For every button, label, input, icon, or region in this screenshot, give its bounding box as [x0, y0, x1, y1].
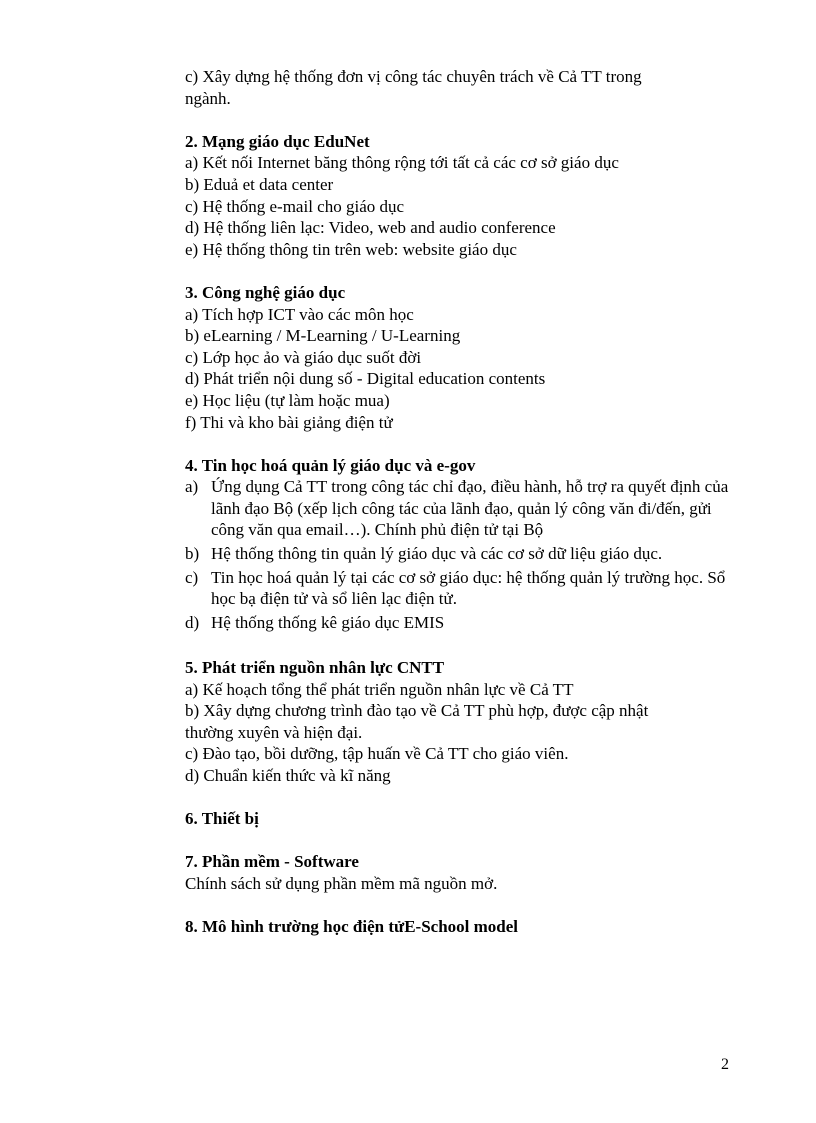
intro-paragraph: [185, 66, 745, 109]
section-heading: 3. Công nghệ giáo dục: [185, 282, 346, 302]
list-item: a) Tích hợp ICT vào các môn học: [185, 304, 414, 324]
page-number: 2: [721, 1056, 729, 1073]
list-item: d) Phát triển nội dung số - Digital education contents: [185, 369, 546, 389]
list-item-label: c): [185, 567, 199, 587]
list-item: e) Hệ thống thông tin trên web: website giáo dục: [185, 239, 517, 259]
section-human-resources: [185, 657, 745, 787]
list-item-continuation: thường xuyên và hiện đại.: [185, 722, 363, 742]
intro-line: ngành.: [185, 88, 231, 108]
list-item: c) Hệ thống e-mail cho giáo dục: [185, 196, 405, 216]
list-item-text: Tin học hoá quản lý tại các cơ sở giáo dục: hệ thống quản lý trường học. Sổ học bạ điện tử và sổ liên lạc điện tử.: [211, 567, 726, 609]
section-equipment: [185, 808, 745, 830]
list-item: c) Đào tạo, bồi dưỡng, tập huấn về Cả TT cho giáo viên.: [185, 744, 569, 764]
list-item-label: a): [185, 477, 199, 497]
paragraph-text: Chính sách sử dụng phần mềm mã nguồn mở.: [185, 873, 498, 893]
section-heading: 4. Tin học hoá quản lý giáo dục và e-gov: [185, 455, 476, 475]
list-item: b) Xây dựng chương trình đào tạo về Cả TT phù hợp, được cập nhật: [185, 701, 649, 721]
list-item: a) Kế hoạch tổng thể phát triển nguồn nhân lực về Cả TT: [185, 679, 574, 699]
list-item: b) Eduả et data center: [185, 174, 334, 194]
list-item: [185, 567, 745, 610]
list-item-text: Hệ thống thông tin quản lý giáo dục và các cơ sở dữ liệu giáo dục.: [211, 544, 663, 564]
document-page: [185, 66, 745, 938]
section-eschool: [185, 916, 745, 938]
list-item: [185, 612, 745, 634]
list-item-text: Hệ thống thống kê giáo dục EMIS: [211, 612, 445, 632]
section-heading: 8. Mô hình trường học điện tửE-School model: [185, 917, 519, 937]
list-item-label: b): [185, 544, 200, 564]
section-management-egov: [185, 455, 745, 634]
section-heading: 2. Mạng giáo dục EduNet: [185, 131, 370, 151]
list-item-label: d): [185, 612, 200, 632]
list-item: [185, 476, 745, 541]
list-item: [185, 543, 745, 565]
section-heading: 5. Phát triển nguồn nhân lực CNTT: [185, 658, 445, 678]
section-edunet: [185, 131, 745, 261]
section-education-technology: [185, 282, 745, 433]
list-item: a) Kết nối Internet băng thông rộng tới tất cả các cơ sở giáo dục: [185, 153, 619, 173]
list-item: b) eLearning / M-Learning / U-Learning: [185, 326, 461, 346]
list-item: d) Chuẩn kiến thức và kĩ năng: [185, 766, 391, 785]
section-heading: 7. Phần mềm - Software: [185, 852, 359, 872]
list-item: c) Lớp học ảo và giáo dục suốt đời: [185, 347, 422, 367]
list-item: e) Học liệu (tự làm hoặc mua): [185, 390, 390, 410]
list-item: d) Hệ thống liên lạc: Video, web and audio conference: [185, 218, 556, 238]
list-item-text: Ứng dụng Cả TT trong công tác chỉ đạo, điều hành, hỗ trợ ra quyết định của lãnh đạo Bộ (xếp lịch công tác của lãnh đạo, quản lý công văn đi/đến, gửi công văn qua email…). Chính phủ điện tử tại Bộ: [211, 477, 729, 540]
intro-line: c) Xây dựng hệ thống đơn vị công tác chuyên trách về Cả TT trong: [185, 67, 642, 86]
section-heading: 6. Thiết bị: [185, 809, 259, 829]
section-software: [185, 851, 745, 894]
list-item: f) Thi và kho bài giảng điện tử: [185, 412, 393, 432]
